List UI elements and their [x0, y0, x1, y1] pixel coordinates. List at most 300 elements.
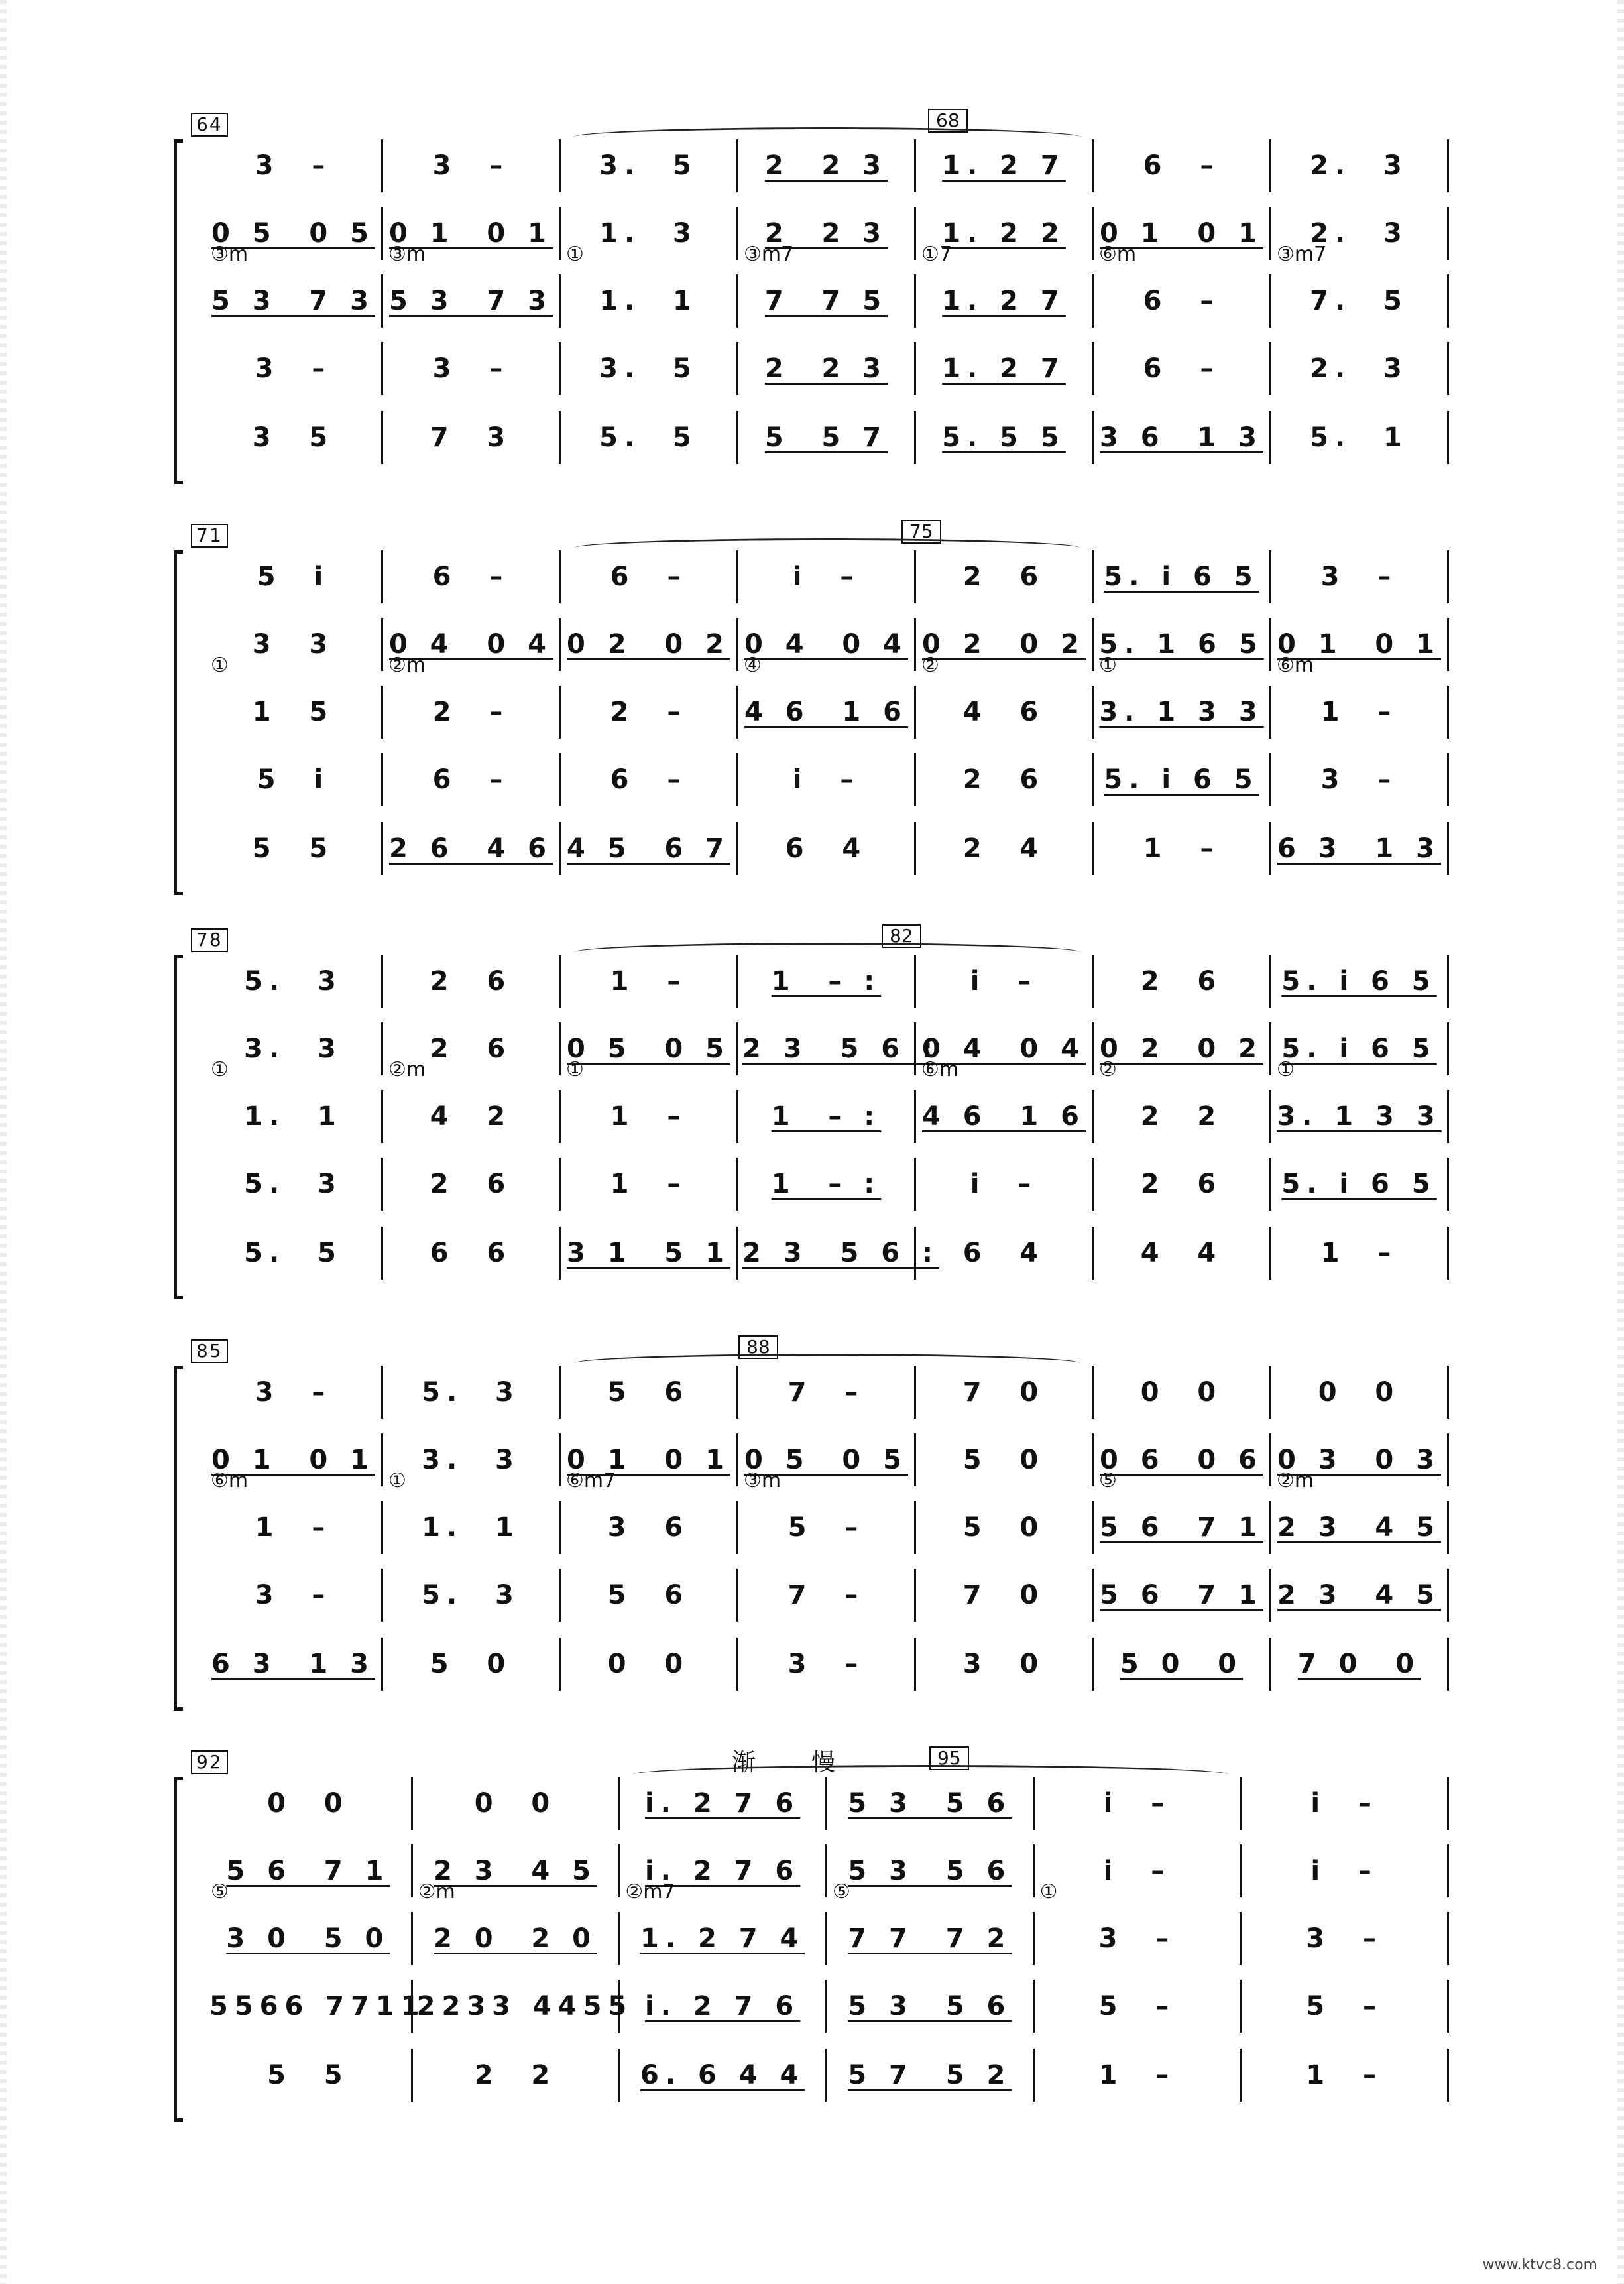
measure-cell — [1094, 1501, 1271, 1554]
voice-row — [205, 139, 1449, 192]
note-group: 1 – — [1098, 2060, 1176, 2090]
measure-cell — [205, 411, 383, 464]
chord-symbol: ⑥m — [921, 1058, 959, 1081]
note-group: 3 – — [1320, 764, 1398, 795]
note-group: 4 5 6 7 — [566, 833, 731, 864]
measure-cell — [916, 1433, 1094, 1486]
note-group: 3 – — [1306, 1923, 1383, 1954]
note-group: 5 6 7 1 — [1099, 1512, 1264, 1543]
note-group: 3. 1 3 3 — [1277, 1101, 1442, 1132]
note-group: 5 5 7 — [764, 422, 888, 453]
note-group: 5 – — [787, 1512, 865, 1543]
note-group: 5 3 5 6 — [848, 1991, 1012, 2021]
note-group: 5 i — [257, 562, 330, 592]
note-group: 3. 5 — [599, 150, 698, 181]
measure-cell — [561, 342, 738, 395]
note-group: 5. i 6 5 — [1281, 1034, 1437, 1064]
note-group: 1. 2 7 — [942, 150, 1066, 181]
voice-row — [205, 2049, 1449, 2102]
measure-cell — [1271, 550, 1449, 603]
measure-cell — [738, 686, 916, 739]
note-group: 7 0 0 — [1297, 1649, 1421, 1679]
measure-cell — [561, 1501, 738, 1554]
note-group: 1 – : — [771, 1101, 882, 1132]
note-group: 2 3 4 5 — [1277, 1580, 1442, 1610]
measure-cell — [1271, 411, 1449, 464]
chord-symbol: ⑥m7 — [566, 1469, 616, 1492]
system-bracket — [174, 1366, 183, 1711]
chord-symbol: ① — [566, 243, 584, 266]
measure-cell — [1094, 1433, 1271, 1486]
note-group: 2 2 — [1140, 1101, 1223, 1132]
note-group: 5. 3 — [422, 1580, 520, 1610]
note-group: 3 1 5 1 — [566, 1238, 731, 1268]
rehearsal-mark: 95 — [929, 1746, 969, 1770]
measure-cell — [205, 1777, 413, 1830]
voice-row — [205, 411, 1449, 464]
measure-cell — [1094, 1638, 1271, 1691]
measure-cell — [916, 274, 1094, 328]
note-group: 2 3 4 5 — [433, 1856, 597, 1886]
measure-cell — [561, 1638, 738, 1691]
note-group: 5 0 — [962, 1512, 1045, 1543]
measure-cell — [738, 139, 916, 192]
voice-row — [205, 1844, 1449, 1897]
measure-cell — [916, 342, 1094, 395]
measure-cell — [561, 139, 738, 192]
tempo-marking: 渐 慢 — [732, 1749, 852, 1776]
note-group: 4 4 — [1140, 1238, 1223, 1268]
note-group: 2 4 — [962, 833, 1045, 864]
note-group: 3. 1 3 3 — [1099, 697, 1264, 727]
measure-cell — [916, 1569, 1094, 1622]
note-group: 6 6 — [430, 1238, 512, 1268]
note-group: 1. 1 — [599, 286, 698, 316]
measure-cell — [205, 822, 383, 875]
measure-cell — [383, 342, 561, 395]
note-group: 3 – — [255, 150, 332, 181]
note-group: 3 6 1 3 — [1099, 422, 1264, 453]
note-group: 0 0 — [607, 1649, 690, 1679]
measure-cell — [738, 1638, 916, 1691]
chord-symbol: ③m7 — [744, 243, 794, 266]
note-group: 3. 3 — [244, 1034, 343, 1064]
note-group: 5 6 — [607, 1377, 690, 1408]
note-group: 3 – — [432, 150, 510, 181]
measure-cell — [205, 1912, 413, 1965]
measure-cell — [561, 1158, 738, 1211]
rehearsal-mark: 88 — [738, 1335, 778, 1359]
note-group: 1. 2 2 — [942, 218, 1066, 249]
measure-cell — [383, 1501, 561, 1554]
note-group: 2 2 — [474, 2060, 557, 2090]
note-group: 7 3 — [430, 422, 512, 453]
measure-cell — [1271, 139, 1449, 192]
measure-cell — [561, 955, 738, 1008]
measure-number-box: 92 — [191, 1750, 228, 1774]
measure-cell — [205, 1501, 383, 1554]
measure-cell — [561, 1569, 738, 1622]
measure-cell — [738, 1569, 916, 1622]
note-group: 6 – — [432, 562, 510, 592]
voice-row — [205, 822, 1449, 875]
measure-cell — [205, 274, 383, 328]
left-edge-decoration — [0, 0, 7, 2284]
voice-row — [205, 1227, 1449, 1280]
measure-cell — [383, 1366, 561, 1419]
note-group: 1 – — [1320, 697, 1398, 727]
note-group: 1. 2 7 4 — [640, 1923, 805, 1954]
measure-cell — [1094, 1090, 1271, 1143]
chord-symbol: ⑤ — [833, 1880, 850, 1903]
chord-symbol: ④ — [744, 654, 762, 677]
measure-cell — [383, 550, 561, 603]
measure-cell — [738, 1501, 916, 1554]
note-group: 5. 1 6 5 — [1099, 629, 1264, 660]
note-group: 2 6 — [430, 1169, 512, 1199]
note-group: 2 6 — [1140, 966, 1223, 996]
note-group: 5. 3 — [422, 1377, 520, 1408]
chord-symbol: ③m — [744, 1469, 782, 1492]
measure-cell — [383, 1569, 561, 1622]
measure-cell — [1094, 1366, 1271, 1419]
voice-row — [205, 342, 1449, 395]
note-group: i – — [1103, 1856, 1171, 1886]
note-group: i. 2 7 6 — [645, 1788, 801, 1819]
note-group: i. 2 7 6 — [645, 1991, 801, 2021]
note-group: 5 0 — [962, 1445, 1045, 1475]
measure-cell — [1094, 342, 1271, 395]
right-edge-decoration — [1617, 0, 1624, 2284]
note-group: 6 – — [432, 764, 510, 795]
chord-symbol: ① — [211, 1058, 229, 1081]
note-group: 2. 3 — [1310, 353, 1409, 384]
note-group: 7 0 — [962, 1580, 1045, 1610]
note-group: 3. 3 — [422, 1445, 520, 1475]
note-group: 0 1 0 1 — [1099, 218, 1264, 249]
note-group: 2. 3 — [1310, 218, 1409, 249]
note-group: 5. 5 — [599, 422, 698, 453]
note-group: 0 5 0 5 — [211, 218, 376, 249]
note-group: 6 – — [1143, 353, 1220, 384]
measure-cell — [916, 1638, 1094, 1691]
measure-cell — [1271, 1569, 1449, 1622]
note-group: 5 3 7 3 — [388, 286, 553, 316]
note-group: 6 – — [1143, 286, 1220, 316]
note-group: i – — [1310, 1856, 1378, 1886]
measure-cell — [916, 1090, 1094, 1143]
note-group: 4 6 — [962, 697, 1045, 727]
measure-cell — [827, 1980, 1035, 2033]
rehearsal-mark: 68 — [928, 109, 968, 133]
chord-symbol: ① — [1277, 1058, 1295, 1081]
note-group: 0 4 0 4 — [388, 629, 553, 660]
note-group: 3. 5 — [599, 353, 698, 384]
note-group: 5. 5 — [244, 1238, 343, 1268]
measure-cell — [205, 753, 383, 806]
measure-cell — [827, 1912, 1035, 1965]
chord-symbol: ②m — [388, 1058, 426, 1081]
measure-cell — [1271, 1158, 1449, 1211]
note-group: 6 – — [1143, 150, 1220, 181]
measure-cell — [413, 2049, 620, 2102]
chord-symbol: ① — [1039, 1880, 1058, 1903]
measure-cell — [561, 1022, 738, 1075]
measure-cell — [383, 753, 561, 806]
chord-symbol: ①7 — [921, 243, 952, 266]
voice-row — [205, 1569, 1449, 1622]
voice-row — [205, 753, 1449, 806]
note-group: 5. 3 — [244, 1169, 343, 1199]
note-group: 1. 2 7 — [942, 353, 1066, 384]
measure-cell — [1271, 822, 1449, 875]
chord-symbol: ⑤ — [1099, 1469, 1117, 1492]
note-group: 6 – — [610, 562, 687, 592]
note-group: 3 – — [255, 1580, 332, 1610]
measure-cell — [1271, 955, 1449, 1008]
measure-cell — [561, 753, 738, 806]
measure-cell — [738, 1090, 916, 1143]
measure-cell — [383, 1158, 561, 1211]
measure-cell — [1242, 1980, 1449, 2033]
note-group: 7. 5 — [1310, 286, 1409, 316]
note-group: 2 3 5 6 : — [742, 1034, 939, 1064]
note-group: 1. 1 — [244, 1101, 343, 1132]
measure-cell — [1271, 753, 1449, 806]
note-group: 1 – — [1320, 1238, 1398, 1268]
measure-cell — [738, 753, 916, 806]
measure-cell — [1094, 274, 1271, 328]
note-group: 1 5 — [252, 697, 335, 727]
measure-cell — [383, 411, 561, 464]
note-group: 2 – — [432, 697, 510, 727]
measure-cell — [205, 2049, 413, 2102]
voice-row — [205, 1912, 1449, 1965]
voice-row — [205, 1501, 1449, 1554]
note-group: 0 1 0 1 — [1277, 629, 1442, 660]
note-group: i. 2 7 6 — [645, 1856, 801, 1886]
measure-cell — [205, 1090, 383, 1143]
measure-cell — [916, 955, 1094, 1008]
note-group: 5. i 6 5 — [1281, 1169, 1437, 1199]
measure-cell — [1094, 1569, 1271, 1622]
note-group: 2 6 4 6 — [388, 833, 553, 864]
note-group: 5 0 — [430, 1649, 512, 1679]
note-group: 2 2 3 — [764, 150, 888, 181]
note-group: 5 5 — [252, 833, 335, 864]
note-group: 5. i 6 5 — [1281, 966, 1437, 996]
measure-cell — [1242, 1777, 1449, 1830]
note-group: 2 2 3 — [764, 353, 888, 384]
note-group: 4 6 1 6 — [744, 697, 909, 727]
note-group: 1 – — [610, 1169, 687, 1199]
voice-row — [205, 1777, 1449, 1830]
measure-cell — [916, 1366, 1094, 1419]
score-system — [174, 1336, 1449, 1711]
note-group: 1 – — [1143, 833, 1220, 864]
measure-cell — [738, 822, 916, 875]
note-group: i – — [970, 966, 1038, 996]
note-group: 7 7 7 2 — [848, 1923, 1012, 1954]
voice-row — [205, 1090, 1449, 1143]
note-group: 3 6 — [607, 1512, 690, 1543]
measure-cell — [1035, 1980, 1242, 2033]
measure-cell — [205, 550, 383, 603]
system-bracket — [174, 955, 183, 1299]
voice-row — [205, 955, 1449, 1008]
measure-cell — [205, 1569, 383, 1622]
note-group: 2 – — [610, 697, 687, 727]
measure-cell — [1094, 822, 1271, 875]
note-group: 6 4 — [962, 1238, 1045, 1268]
measure-cell — [738, 1022, 939, 1075]
measure-cell — [738, 550, 916, 603]
measure-cell — [738, 955, 916, 1008]
voice-row — [205, 1366, 1449, 1419]
measure-cell — [205, 1158, 383, 1211]
chord-symbol: ⑥m — [1277, 654, 1314, 677]
measure-cell — [916, 1227, 1094, 1280]
measure-cell — [413, 1777, 620, 1830]
note-group: 2 6 — [962, 764, 1045, 795]
measure-cell — [383, 1433, 561, 1486]
note-group: 4 2 — [430, 1101, 512, 1132]
measure-cell — [383, 955, 561, 1008]
note-group: 6 – — [610, 764, 687, 795]
measure-cell — [1271, 1227, 1449, 1280]
voice-row — [205, 1980, 1449, 2033]
measure-cell — [916, 753, 1094, 806]
note-group: 7 – — [787, 1580, 865, 1610]
measure-cell — [738, 274, 916, 328]
measure-number-box: 85 — [191, 1339, 228, 1363]
measure-cell — [205, 139, 383, 192]
rehearsal-mark: 75 — [901, 520, 941, 544]
measure-cell — [561, 1366, 738, 1419]
chord-symbol: ③m7 — [1277, 243, 1327, 266]
measure-cell — [1242, 2049, 1449, 2102]
note-group: 5. 5 5 — [942, 422, 1066, 453]
measure-cell — [1271, 1022, 1449, 1075]
note-group: 0 6 0 6 — [1099, 1445, 1264, 1475]
note-group: 6 3 1 3 — [211, 1649, 376, 1679]
note-group: 3 – — [255, 1377, 332, 1408]
note-group: 5. 3 — [244, 966, 343, 996]
measure-cell — [1271, 1501, 1449, 1554]
measure-cell — [1035, 2049, 1242, 2102]
note-group: 3 – — [432, 353, 510, 384]
note-group: 1 – — [255, 1512, 332, 1543]
measure-cell — [1094, 955, 1271, 1008]
note-group: 5 7 5 2 — [848, 2060, 1012, 2090]
chord-symbol: ① — [1099, 654, 1117, 677]
voice-row — [205, 1638, 1449, 1691]
measure-cell — [561, 618, 738, 671]
measure-cell — [413, 1980, 634, 2033]
measure-cell — [738, 411, 916, 464]
measure-cell — [205, 955, 383, 1008]
measure-cell — [827, 1777, 1035, 1830]
measure-cell — [1271, 1366, 1449, 1419]
watermark: www.ktvc8.com — [1482, 2257, 1597, 2273]
measure-cell — [916, 1501, 1094, 1554]
note-group: 0 0 — [267, 1788, 349, 1819]
note-group: 2 6 — [430, 1034, 512, 1064]
measure-cell — [1094, 618, 1271, 671]
measure-cell — [1271, 1638, 1449, 1691]
measure-cell — [561, 1090, 738, 1143]
note-group: 1. 1 — [422, 1512, 520, 1543]
measure-cell — [561, 686, 738, 739]
note-group: 0 1 0 1 — [566, 1445, 731, 1475]
chord-symbol: ②m — [1277, 1469, 1314, 1492]
measure-cell — [1094, 411, 1271, 464]
chord-symbol: ⑥m — [211, 1469, 249, 1492]
measure-cell — [738, 342, 916, 395]
score-system — [174, 109, 1449, 484]
measure-cell — [1271, 342, 1449, 395]
note-group: 1 – : — [771, 966, 882, 996]
measure-cell — [1035, 1844, 1242, 1897]
note-group: 5 6 — [607, 1580, 690, 1610]
measure-cell — [561, 207, 738, 260]
chord-symbol: ① — [211, 654, 229, 677]
measure-cell — [1271, 1090, 1449, 1143]
voice-row — [205, 1158, 1449, 1211]
chord-symbol: ②m — [388, 654, 426, 677]
chord-symbol: ② — [921, 654, 939, 677]
chord-symbol: ③m — [211, 243, 249, 266]
rehearsal-mark: 82 — [882, 924, 921, 948]
note-group: i – — [1103, 1788, 1171, 1819]
note-group: 5. i 6 5 — [1104, 562, 1259, 592]
note-group: 5. i 6 5 — [1104, 764, 1259, 795]
measure-cell — [413, 1912, 620, 1965]
note-group: 5 i — [257, 764, 330, 795]
chord-symbol: ① — [388, 1469, 406, 1492]
chord-symbol: ②m — [418, 1880, 455, 1903]
measure-cell — [205, 1638, 383, 1691]
note-group: 5 3 5 6 — [848, 1788, 1012, 1819]
measure-cell — [1271, 274, 1449, 328]
measure-cell — [205, 686, 383, 739]
measure-cell — [1094, 753, 1271, 806]
measure-cell — [738, 1158, 916, 1211]
note-group: 0 4 0 4 — [921, 1034, 1086, 1064]
note-group: 2 2 3 — [764, 218, 888, 249]
measure-cell — [383, 686, 561, 739]
measure-cell — [561, 822, 738, 875]
chord-symbol: ③m — [388, 243, 426, 266]
measure-cell — [383, 1090, 561, 1143]
note-group: 5 – — [1098, 1991, 1176, 2021]
measure-cell — [916, 1158, 1094, 1211]
measure-cell — [738, 1227, 939, 1280]
note-group: 0 2 0 2 — [921, 629, 1086, 660]
measure-cell — [738, 618, 916, 671]
note-group: 0 0 — [1140, 1377, 1223, 1408]
note-group: 0 1 0 1 — [211, 1445, 376, 1475]
chord-symbol: ⑤ — [211, 1880, 229, 1903]
note-group: i – — [970, 1169, 1038, 1199]
note-group: 5 3 5 6 — [848, 1856, 1012, 1886]
note-group: 1. 3 — [599, 218, 698, 249]
voice-row — [205, 274, 1449, 328]
chord-symbol: ① — [566, 1058, 584, 1081]
measure-cell — [827, 2049, 1035, 2102]
measure-cell — [383, 1638, 561, 1691]
note-group: 3 3 — [252, 629, 335, 660]
